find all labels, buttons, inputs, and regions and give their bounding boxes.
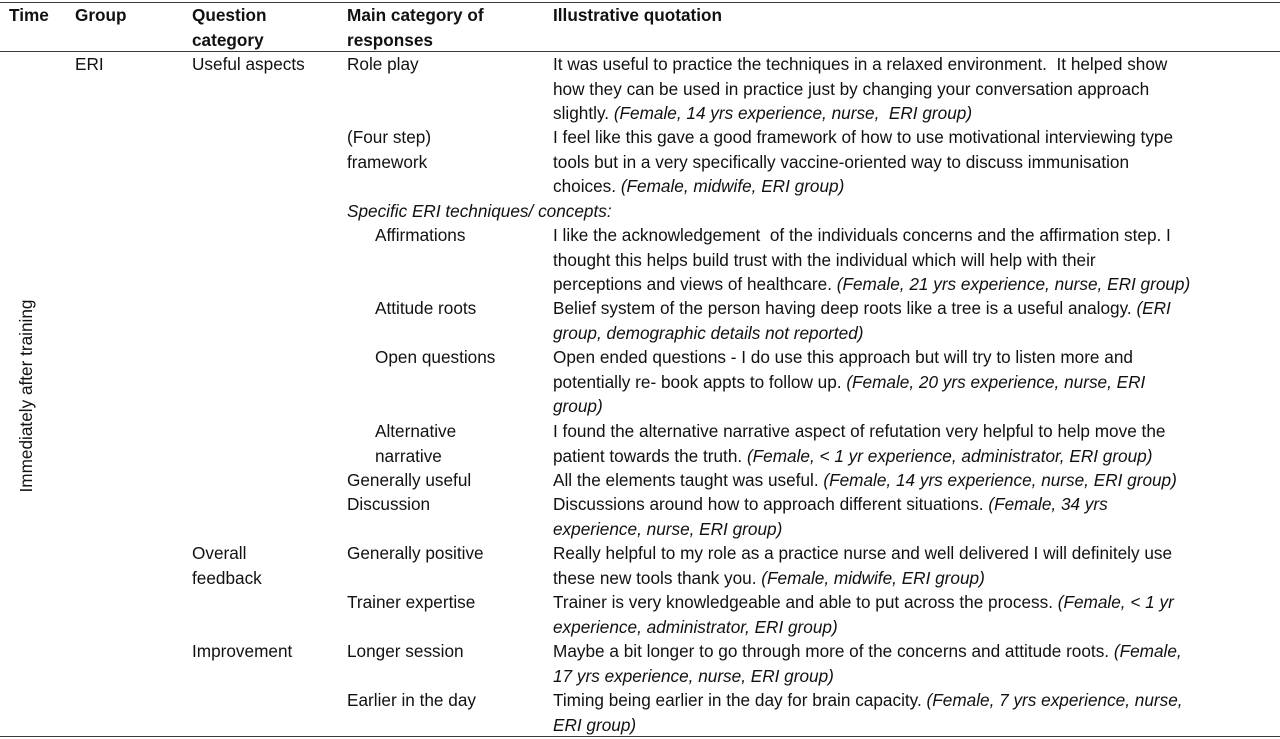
category-open-questions [375, 345, 495, 370]
category-framework [347, 125, 431, 174]
quote-line [553, 639, 1182, 664]
quote-text: potentially re- book appts to follow up. [553, 371, 847, 392]
quote-line [553, 101, 1167, 126]
quote-line [553, 517, 1108, 542]
category-alternative-narrative [375, 419, 456, 468]
quote-generally-useful [553, 468, 1177, 493]
quote-text: Maybe a bit longer to go through more of the concerns and attitude roots. [553, 641, 1114, 661]
quote-role-play [553, 52, 1167, 126]
quote-text: Discussions around how to approach different situations. [553, 494, 989, 514]
quote-line [553, 419, 1165, 444]
quote-longer-session [553, 639, 1182, 688]
quote-line [553, 615, 1174, 640]
quote-trainer-expertise [553, 590, 1174, 639]
quote-line [553, 590, 1174, 615]
quote-attribution: (Female, 34 yrs [988, 494, 1108, 514]
category-line: Attitude roots [375, 298, 477, 318]
quote-attribution: (Female, 14 yrs experience, nurse, ERI group) [823, 470, 1177, 490]
quote-line [553, 664, 1182, 689]
category-line: Alternative [375, 421, 457, 441]
quote-text: these new tools thank you. [553, 567, 762, 588]
quote-text: slightly. [553, 103, 614, 123]
category-longer-session [347, 639, 464, 664]
quote-line [553, 272, 1190, 297]
quote-attribution: group, demographic details not reported) [553, 322, 864, 343]
quote-attribution: 17 yrs experience, nurse, ERI group) [553, 665, 834, 686]
quote-discussion [553, 492, 1108, 541]
category-attitude-roots [375, 296, 476, 321]
category-discussion [347, 492, 430, 517]
quote-framework [553, 125, 1173, 199]
question-category-overall: Overall feedback [192, 543, 262, 588]
category-line: Affirmations [375, 225, 466, 245]
quote-text: It was useful to practice the techniques in a relaxed environment. It helped show [553, 54, 1168, 74]
quote-text: tools but in a very specifically vaccine-oriented way to discuss immunisation [553, 151, 1130, 172]
category-line: Discussion [347, 494, 431, 514]
quote-attribution: (Female, midwife, ERI group) [620, 176, 845, 196]
category-line: narrative [375, 445, 442, 466]
quote-open-questions [553, 345, 1145, 419]
quote-alternative-narrative [553, 419, 1165, 468]
category-affirmations [375, 223, 465, 248]
quote-line [553, 468, 1177, 493]
quote-line [553, 223, 1190, 248]
category-line: Earlier in the day [347, 690, 476, 710]
header-quotation: Illustrative quotation [553, 5, 723, 25]
category-role-play [347, 52, 419, 77]
category-line: framework [347, 151, 428, 172]
quote-line [553, 52, 1167, 77]
quote-line [553, 394, 1145, 419]
quote-text: thought this helps build trust with the individual which will help with their [553, 249, 1096, 270]
category-generally-positive [347, 541, 484, 566]
quote-line [553, 296, 1171, 321]
quote-attribution: experience, administrator, ERI group) [553, 616, 838, 637]
category-line: Open questions [375, 347, 496, 367]
category-line: Generally useful [347, 470, 472, 490]
quote-line [553, 150, 1173, 175]
quote-generally-positive [553, 541, 1172, 590]
quote-line [553, 370, 1145, 395]
category-line: Longer session [347, 641, 464, 661]
quote-text: Timing being earlier in the day for brain capacity. [553, 690, 927, 710]
quote-attribution: (Female, < 1 yr experience, administrator, ERI group) [746, 445, 1153, 466]
quote-attribution: (Female, 21 yrs experience, nurse, ERI group) [836, 274, 1191, 294]
quote-line [553, 125, 1173, 150]
quote-line [553, 174, 1173, 199]
quote-text: All the elements taught was useful. [553, 470, 824, 490]
quote-text: how they can be used in practice just by changing your conversation approach [553, 78, 1150, 99]
quote-attitude-roots [553, 296, 1171, 345]
question-category-improvement: Improvement [192, 641, 293, 661]
quote-line [553, 688, 1183, 713]
quote-line [553, 248, 1190, 273]
quote-line [553, 444, 1165, 469]
quote-text: perceptions and views of healthcare. [553, 274, 837, 294]
quote-text: I feel like this gave a good framework of how to use motivational interviewing type [553, 127, 1174, 147]
quote-attribution: (Female, midwife, ERI group) [761, 567, 985, 588]
quote-attribution: (ERI [1136, 298, 1171, 318]
quote-attribution: experience, nurse, ERI group) [553, 518, 783, 539]
quote-line [553, 492, 1108, 517]
quote-text: Trainer is very knowledgeable and able to put across the process. [553, 592, 1058, 612]
quote-attribution: ERI group) [553, 714, 637, 735]
quote-line [553, 345, 1145, 370]
quote-attribution: group) [553, 396, 603, 416]
quote-attribution: (Female, 7 yrs experience, nurse, [926, 690, 1183, 710]
category-line: Trainer expertise [347, 592, 476, 612]
group-label: ERI [75, 54, 104, 74]
category-line: Generally positive [347, 543, 484, 563]
time-label: Immediately after training [15, 299, 36, 493]
quote-affirmations [553, 223, 1190, 297]
quote-attribution: (Female, 20 yrs experience, nurse, ERI [846, 371, 1146, 392]
quote-line [553, 321, 1171, 346]
quote-text: I found the alternative narrative aspect of refutation very helpful to help move the [553, 421, 1166, 441]
quote-earlier-in-day [553, 688, 1183, 737]
category-line: Role play [347, 54, 419, 74]
quote-text: Really helpful to my role as a practice nurse and well delivered I will definitely use [553, 543, 1173, 563]
quote-attribution: (Female, [1113, 641, 1182, 661]
techniques-subheading: Specific ERI techniques/ concepts: [347, 201, 612, 221]
quote-text: Belief system of the person having deep roots like a tree is a useful analogy. [553, 298, 1137, 318]
header-question-category: Question category [192, 5, 267, 50]
category-earlier-in-day [347, 688, 476, 713]
quote-attribution: (Female, < 1 yr [1057, 592, 1174, 612]
quote-text: patient towards the truth. [553, 445, 747, 466]
quote-text: choices. [553, 176, 621, 196]
quote-text: Open ended questions - I do use this approach but will try to listen more and [553, 347, 1133, 367]
category-trainer-expertise [347, 590, 475, 615]
quote-line [553, 566, 1172, 591]
question-category-useful: Useful aspects [192, 54, 305, 74]
quote-line [553, 713, 1183, 738]
category-line: (Four step) [347, 127, 432, 147]
quote-attribution: (Female, 14 yrs experience, nurse, ERI group) [613, 103, 973, 123]
quote-line [553, 541, 1172, 566]
header-time: Time [9, 5, 49, 25]
header-main-category: Main category of responses [347, 5, 484, 50]
category-generally-useful [347, 468, 471, 493]
quote-text: I like the acknowledgement of the individuals concerns and the affirmation step. I [553, 225, 1171, 245]
quote-line [553, 77, 1167, 102]
header-group: Group [75, 5, 127, 25]
